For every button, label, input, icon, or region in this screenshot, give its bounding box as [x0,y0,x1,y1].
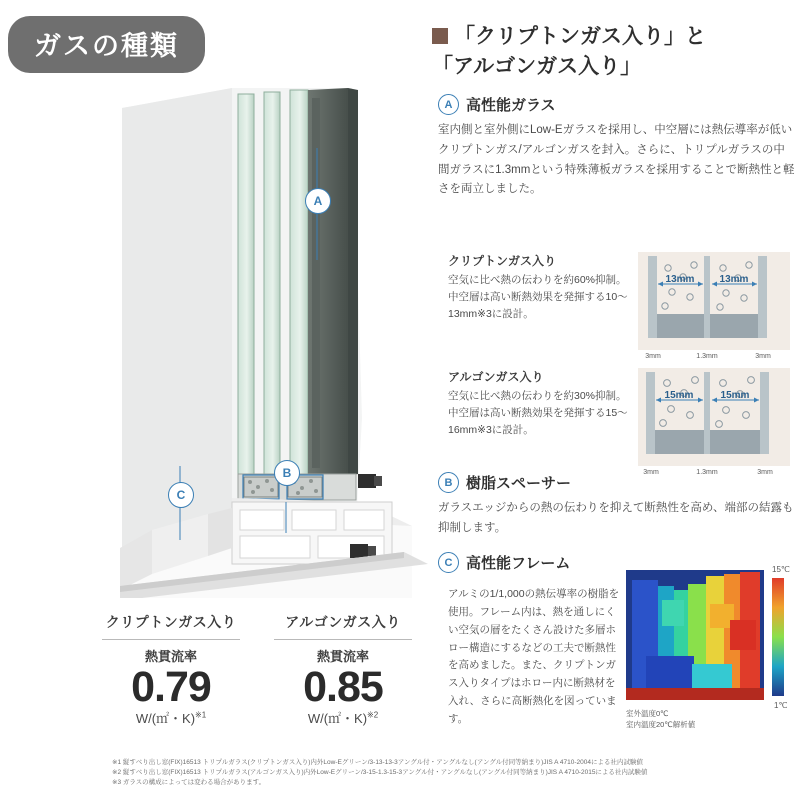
window-cutaway-illustration [112,78,430,598]
section-c-title: 高性能フレーム [466,555,571,572]
headline [432,22,800,83]
section-b [438,472,796,539]
divider [274,639,412,640]
badge-a: A [438,94,459,115]
callout-a: A [305,188,331,214]
svg-text:3mm: 3mm [645,353,661,360]
headline-line-1: 「クリプトンガス入り」と [454,25,706,48]
glass-section-diagram-argon [638,368,790,476]
headline-line-2: 「アルゴンガス入り」 [432,55,642,79]
footnote-3: ※3 ガラスの構成によっては変わる場合があります。 [112,778,266,786]
footnote-2: ※2 縦すべり出し窓(FIX)16513 トリプルガラス(アルゴンガス入り)内外Low-Eグリーン/3-15-1.3-15-3アングル付・アングルなし(アングル付同等納まり)JIS A 4710-2015による社内試験値 [112,768,648,776]
thermal-caption [626,708,695,731]
right-panel [430,0,800,800]
section-c-body: アルミの1/1,000の熱伝導率の樹脂を使用。フレーム内は、熱を通しにくい空気の層をたくさん設けた多層ホロー構造にするなどの工夫で断熱性を高めました。また、クリプトンガス入りタイプはホロー内に断熱材を入れ、さらに高断熱化を図っています。 [448,588,620,725]
svg-text:1.3mm: 1.3mm [696,469,718,476]
square-bullet-icon [432,28,448,44]
footnote-1: ※1 縦すべり出し窓(FIX)16513 トリプルガラス(クリプトンガス入り)内外Low-Eグリーン/3-13-13-3アングル付・アングルなし(アングル付同等納まり)JIS A 4710-2004による社内試験値 [112,759,643,766]
thermal-caption-line-2: 室内温度20℃解析値 [626,720,696,730]
section-b-body: ガラスエッジからの熱の伝わりを抑えて断熱性を高め、端部の結露も抑制します。 [438,502,794,534]
unit-text: W/(㎡・K) [307,711,368,727]
metric-label: 熱貫流率 [144,649,197,664]
unit-text: W/(㎡・K) [135,711,196,727]
gas-name: アルゴンガス入り [285,614,401,630]
metric-value: 0.85 [303,663,383,711]
svg-text:3mm: 3mm [755,353,771,360]
unit-note: ※1 [195,710,207,720]
svg-text:15mm: 15mm [720,390,750,401]
performance-figures [96,612,426,742]
svg-text:3mm: 3mm [643,469,659,476]
gas-block-argon [448,368,630,439]
badge-c: C [438,552,459,573]
gas-block-body: 空気に比べ熱の伝わりを約60%抑制。中空層は高い断熱効果を発揮する10〜13mm※3に設計。 [448,274,628,320]
gas-block-krypton [448,252,630,323]
unit-note: ※2 [367,710,379,720]
thermal-analysis-image [626,560,796,750]
section-a [438,94,796,200]
section-b-title: 樹脂スペーサー [466,475,572,492]
svg-text:13mm: 13mm [719,274,749,285]
page-title: ガスの種類 [8,16,205,73]
svg-text:1.3mm: 1.3mm [696,353,718,360]
gas-name: クリプトンガス入り [105,614,237,630]
svg-text:3mm: 3mm [757,469,773,476]
svg-text:15mm: 15mm [664,390,694,401]
section-a-title: 高性能ガラス [466,97,556,114]
gas-block-title: クリプトンガス入り [448,254,557,268]
callout-c: C [168,482,194,508]
svg-text:1℃: 1℃ [774,701,788,710]
gas-block-body: 空気に比べ熱の伝わりを約30%抑制。中空層は高い断熱効果を発揮する15〜16mm※3に設計。 [448,390,628,436]
section-a-body: 室内側と室外側にLow-Eガラスを採用し、中空層には熱伝導率が低いクリプトンガス/アルゴンガスを封入。さらに、トリプルガラスの中間ガラスに1.3mmという特殊薄板ガラスを採用することで断熱性と軽さを両立しました。 [438,124,795,196]
badge-b: B [438,472,459,493]
performance-item-krypton [96,612,246,727]
divider [102,639,240,640]
performance-item-argon [268,612,418,727]
svg-text:13mm: 13mm [665,274,695,285]
thermal-caption-line-1: 室外温度0℃ [626,709,669,718]
metric-unit [96,708,246,727]
callout-b: B [274,460,300,486]
gas-block-title: アルゴンガス入り [448,370,544,384]
metric-value: 0.79 [131,663,211,711]
section-a-header [438,94,796,115]
metric-label: 熱貫流率 [316,649,369,664]
section-b-header [438,472,796,493]
svg-text:15℃: 15℃ [772,565,790,574]
glass-section-diagram-krypton [638,252,790,360]
metric-unit [268,708,418,727]
